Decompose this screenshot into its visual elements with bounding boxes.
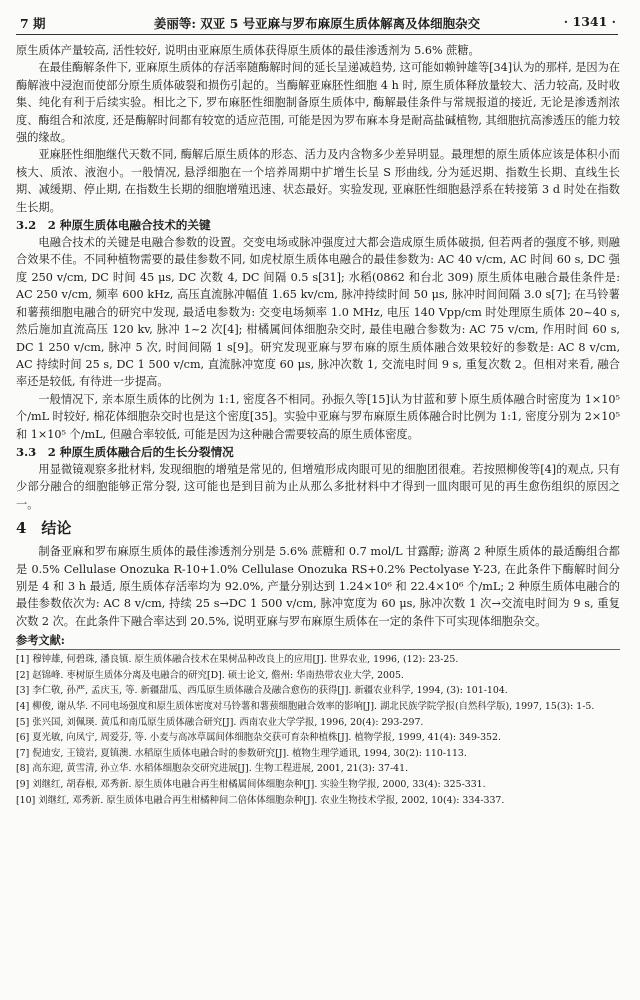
reference-item: [8] 高东迎, 黄雪清, 孙立华. 水稻体细胞杂交研究进展[J]. 生物工程进展, 2001, 21(3): 37-41. — [16, 763, 409, 775]
references-list — [16, 649, 620, 808]
running-header — [16, 10, 618, 35]
references-heading: 参考文献: — [16, 633, 65, 648]
paragraph: 一般情况下, 亲本原生质体的比例为 1:1, 密度各不相同。孙振久等[15]认为甘蓝和萝卜原生质体融合时密度为 1×10⁵ 个/mL 时较好, 棉花体细胞杂交时也是这个密度[35]。实验中亚麻与罗布麻原生质体融合时比例为 1:1, 密度分别为 2×10⁵ 和 1×10⁵ 个/mL, 但融合率较低, 可能是因为这种融合需要较高的原生质体密度。 — [16, 392, 620, 441]
paragraph: 在最佳酶解条件下, 亚麻原生质体的存活率随酶解时间的延长呈递减趋势, 这可能如赖钟雄等[34]认为的那样, 是因为在酶解液中浸泡而使部分原生质体破裂和损伤引起的。当酶解亚麻胚性细胞 4 h 时, 原生质体释放量较大、活力较高, 及时收集、纯化有利于后续实验。相比之下, 罗布麻胚性细胞制备原生质体中, 酶解最佳条件与常规报道的接近, 无论是渗透剂浓度、酶组合和浓度, 还是酶解时间都有较宽的适应范围, 可能是因为罗布麻本身是耐高盐碱植物, 其细胞抗高渗透压的能力较强的缘故。 — [16, 61, 620, 145]
paragraph: 用显微镜观察多批材料, 发现细胞的增殖是常见的, 但增殖形成肉眼可见的细胞团很难。若按照柳俊等[4]的观点, 只有少部分融合的细胞能够正常分裂, 这可能也是到目前为止从那么多批材料中才得到一皿肉眼可见的再生愈伤组织的原因之一。 — [16, 462, 620, 511]
reference-item: [10] 刘继红, 邓秀新. 原生质体电融合再生柑橘种间二倍体体细胞杂种[J]. 农业生物技术学报, 2002, 10(4): 334-337. — [16, 794, 505, 806]
reference-item: [4] 柳俊, 谢从华. 不同电场强度和原生质体密度对马铃薯和薯蓣细胞融合效率的影响[J]. 湖北民族学院学报(自然科学版), 1997, 15(3): 1-5. — [16, 700, 595, 712]
reference-item: [9] 刘继红, 胡春根, 邓秀新. 原生质体电融合再生柑橘属间体细胞杂种[J]. 实验生物学报, 2000, 33(4): 325-331. — [16, 778, 486, 790]
reference-item: [6] 夏光敏, 向凤宁, 周爱芬, 等. 小麦与高冰草属间体细胞杂交获可育杂种植株[J]. 植物学报, 1999, 41(4): 349-352. — [16, 732, 501, 744]
paragraph: 制备亚麻和罗布麻原生质体的最佳渗透剂分别是 5.6% 蔗糖和 0.7 mol/L 甘露醇; 游离 2 种原生质体的最适酶组合都是 0.5% Cellulase Onozuka R-10+1.0% Cellulase Onozuka RS+0.2% Pectolyase Y-23, 在此条件下酶解时间分别是 4 和 3 h 最适, 原生质体存活率均为 92.0%, 产量分别达到 1.24×10⁶ 和 22.4×10⁶ 个/mL; 2 种原生质体电融合的最佳参数依次为: AC 8 v/cm, 持续 25 s→DC 1 500 v/cm, 脉冲宽度为 60 μs, 脉冲次数 1 次→交流电时间为 9 s, 重复次数 2 次。在此条件下融合率达到 20.5%, 说明亚麻与罗布麻原生质体在一定的条件下可实现体细胞杂交。 — [16, 545, 620, 628]
running-title: 姜丽等: 双亚 5 号亚麻与罗布麻原生质体解离及体细胞杂交 — [153, 16, 481, 31]
reference-item: [5] 张兴国, 刘佩瑛. 黄瓜和南瓜原生质体融合研究[J]. 西南农业大学学报, 1996, 20(4): 293-297. — [16, 716, 424, 728]
reference-item: [2] 赵锦峰. 枣树原生质体分离及电融合的研究[D]. 硕士论文, 儋州: 华南热带农业大学, 2005. — [16, 669, 404, 681]
article-body — [16, 42, 620, 808]
reference-item: [1] 穆钟雄, 何碧珠, 潘良镇. 原生质体融合技术在果树品种改良上的应用[J]. 世界农业, 1996, (12): 23-25. — [16, 654, 459, 666]
subsection-heading: 3.2 2 种原生质体电融合技术的关键 — [16, 218, 211, 233]
reference-item: [3] 李仁敬, 孙严, 孟庆玉, 等. 新疆甜瓜、西瓜原生质体融合及融合愈伤的获得[J]. 新疆农业科学, 1994, (3): 101-104. — [16, 685, 508, 697]
section-heading: 4 结论 — [16, 519, 72, 538]
subsection-heading: 3.3 2 种原生质体融合后的生长分裂情况 — [16, 444, 234, 459]
issue-number: 7 期 — [20, 16, 46, 31]
reference-item: [7] 倪迪安, 王镜岩, 夏镇澳. 水稻原生质体电融合时的参数研究[J]. 植物生理学通讯, 1994, 30(2): 110-113. — [16, 747, 467, 759]
page-number: · 1341 · — [563, 14, 616, 29]
paragraph: 电融合技术的关键是电融合参数的设置。交变电场或脉冲强度过大都会造成原生质体破损, 但若两者的强度不够, 则融合效果不佳。不同种植物需要的最佳参数不同, 如虎杖原生质体电融合的最佳参数为: AC 40 v/cm, AC 时间 60 s, DC 强度 250 v/cm, DC 时间 45 μs, DC 次数 4, DC 间隔 0.5 s[31]; 水稻(0862 和台北 309) 原生质体电融合最佳条件是: AC 250 v/cm, 频率 600 kHz, 高压直流脉冲幅值 1.65 kv/cm, 脉冲持续时间 50 μs, 脉冲时间间隔 3.0 s[7]; 在马铃薯和薯蓣细胞电融合的研究中发现, 最适电参数为: 交变电场频率 1.0 MHz, 电压 140 Vpp/cm 时处理原生质体 20~40 s, 然后施加直流高压 120 kv, 脉冲 1~2 次[4]; 柑橘属间体细胞杂交时, 最佳电融合参数为: AC 75 v/cm, 作用时间 60 s, DC 1 250 v/cm, 脉冲 5 次, 时间间隔 1 s[9]。研究发现亚麻与罗布麻的原生质体融合效果较好的参数是: AC 8 v/cm, AC 持续时间 25 s, DC 1 500 v/cm, 直流脉冲宽度 60 μs, 脉冲次数 1, 交流电时间 9 s, 重复次数 2。但相对来看, 融合率还是较低, 有待进一步提高。 — [16, 236, 620, 389]
paragraph: 原生质体产量较高, 活性较好, 说明由亚麻原生质体获得原生质体的最佳渗透剂为 5.6% 蔗糖。 — [16, 44, 480, 57]
paragraph: 亚麻胚性细胞继代天数不同, 酶解后原生质体的形态、活力及内含物多少差异明显。最理想的原生质体应该是体积小而核大、质浓、液泡小。一般情况, 悬浮细胞在一个培养周期中扩增生长呈 S 形曲线, 分为延迟期、指数生长期、直线生长期、减缓期、停止期, 在指数生长期的细胞增殖迅速、状态最好。实验发现, 亚麻胚性细胞悬浮系在转接第 3 d 时处在指数生长期。 — [16, 148, 620, 214]
